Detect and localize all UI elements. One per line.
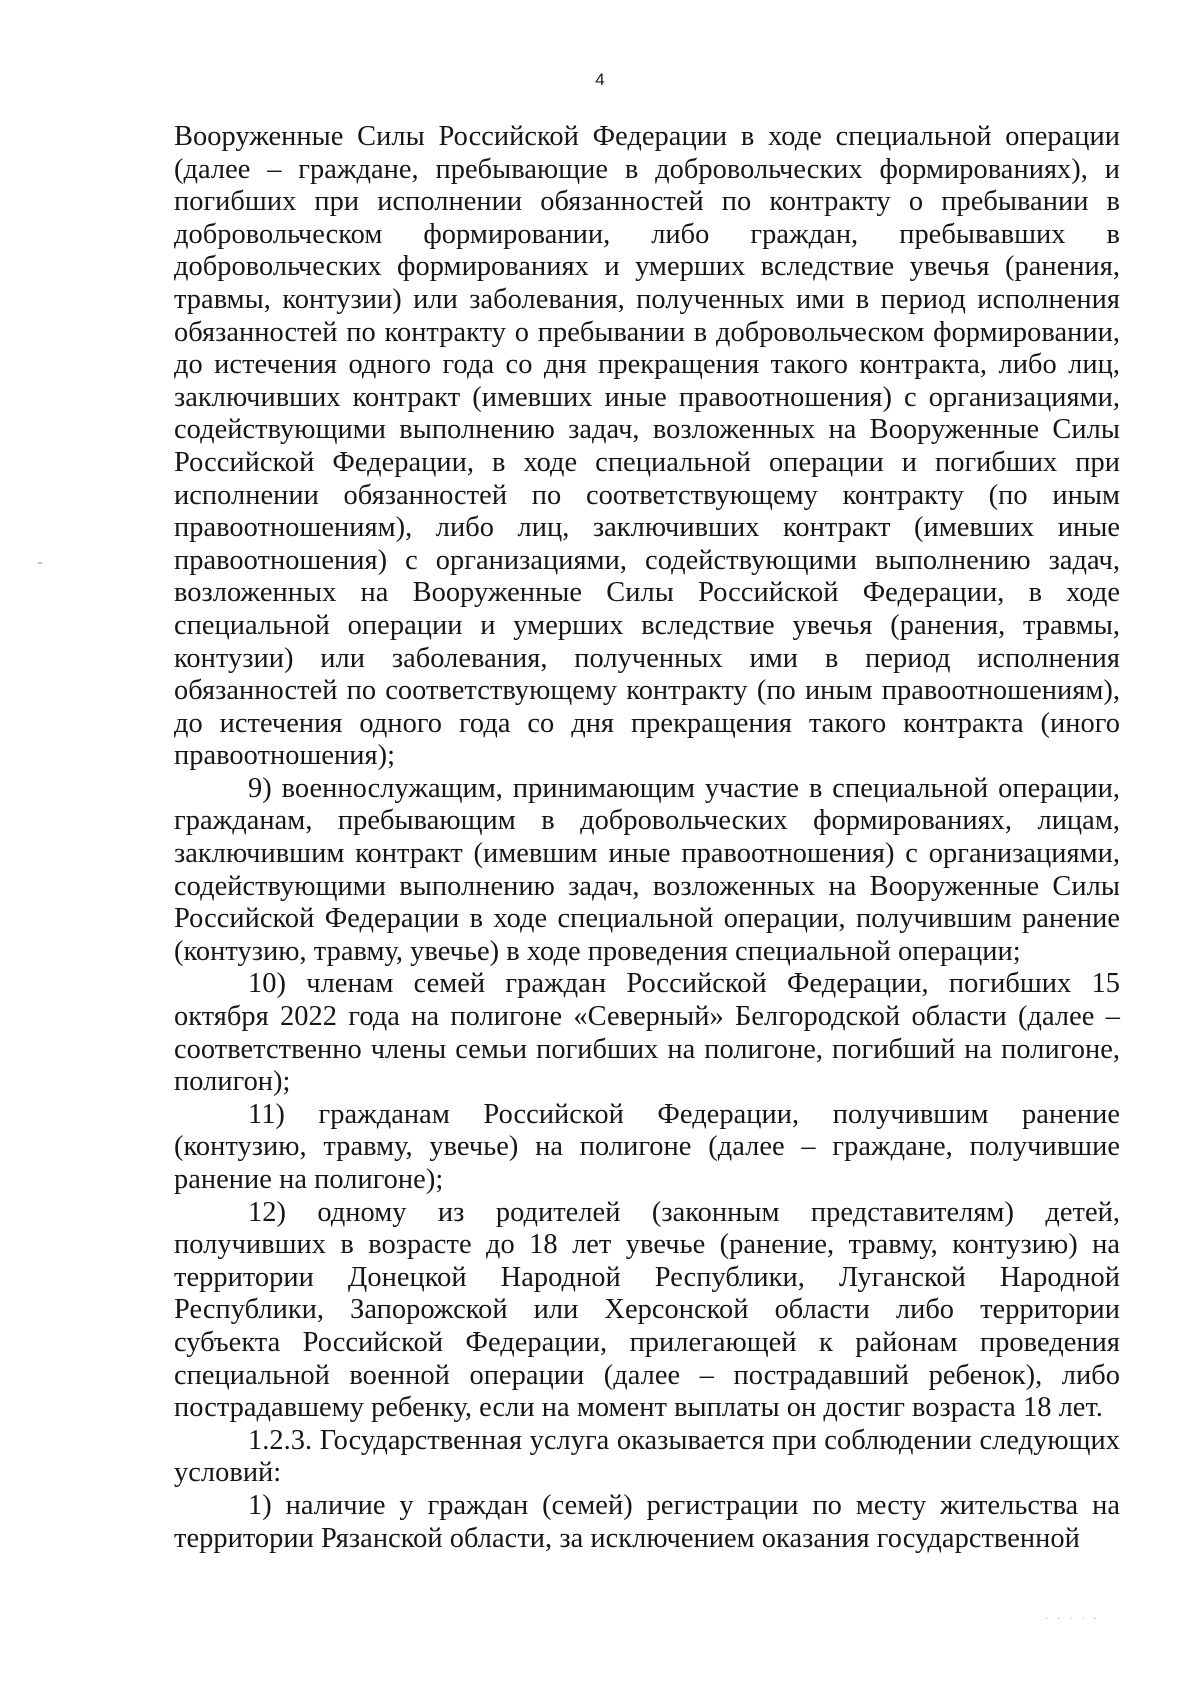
document-body (174, 121, 1120, 1555)
scan-artifact-mark (38, 562, 42, 564)
paragraph-continuation: Вооруженные Силы Российской Федерации в ходе специальной операции (далее – граждане, пребывающие в добровольческих формированиях), и погибших при исполнении обязанностей по контракту о пребывании в добровольческом формировании, либо граждан, пребывавших в добровольческих формированиях и умерших вследствие увечья (ранения, травмы, контузии) или заболевания, полученных ими в период исполнения обязанностей по контракту о пребывании в добровольческом формировании, до истечения одного года со дня прекращения такого контракта, либо лиц, заключивших контракт (имевших иные правоотношения) с организациями, содействующими выполнению задач, возложенных на Вооруженные Силы Российской Федерации, в ходе специальной операции и погибших при исполнении обязанностей по соответствующему контракту (по иным правоотношениям), либо лиц, заключивших контракт (имевших иные правоотношения) с организациями, содействующими выполнению задач, возложенных на Вооруженные Силы Российской Федерации, в ходе специальной операции и умерших вследствие увечья (ранения, травмы, контузии) или заболевания, полученных ими в период исполнения обязанностей по соответствующему контракту (по иным правоотношениям), до истечения одного года со дня прекращения такого контракта (иного правоотношения); (174, 121, 1120, 772)
scan-artifact-dots: ····· (1045, 1614, 1106, 1625)
paragraph-item-10: 10) членам семей граждан Российской Федерации, погибших 15 октября 2022 года на полигоне «Северный» Белгородской области (далее – соответственно члены семьи погибших на полигоне, погибший на полигоне, полигон); (174, 968, 1120, 1098)
paragraph-item-9: 9) военнослужащим, принимающим участие в специальной операции, гражданам, пребывающим в добровольческих формированиях, лицам, заключившим контракт (имевшим иные правоотношения) с организациями, содействующими выполнению задач, возложенных на Вооруженные Силы Российской Федерации в ходе специальной операции, получившим ранение (контузию, травму, увечье) в ходе проведения специальной операции; (174, 772, 1120, 967)
paragraph-clause-1-2-3: 1.2.3. Государственная услуга оказывается при соблюдении следующих условий: (174, 1424, 1120, 1489)
page-number: 4 (595, 70, 605, 89)
paragraph-item-11: 11) гражданам Российской Федерации, получившим ранение (контузию, травму, увечье) на полигоне (далее – граждане, получившие ранение на полигоне); (174, 1098, 1120, 1195)
paragraph-condition-1: 1) наличие у граждан (семей) регистрации по месту жительства на территории Рязанской области, за исключением оказания государственной (174, 1489, 1120, 1554)
paragraph-item-12: 12) одному из родителей (законным представителям) детей, получивших в возрасте до 18 лет увечье (ранение, травму, контузию) на территории Донецкой Народной Республики, Луганской Народной Республики, Запорожской или Херсонской области либо территории субъекта Российской Федерации, прилегающей к районам проведения специальной военной операции (далее – пострадавший ребенок), либо пострадавшему ребенку, если на момент выплаты он достиг возраста 18 лет. (174, 1196, 1120, 1424)
